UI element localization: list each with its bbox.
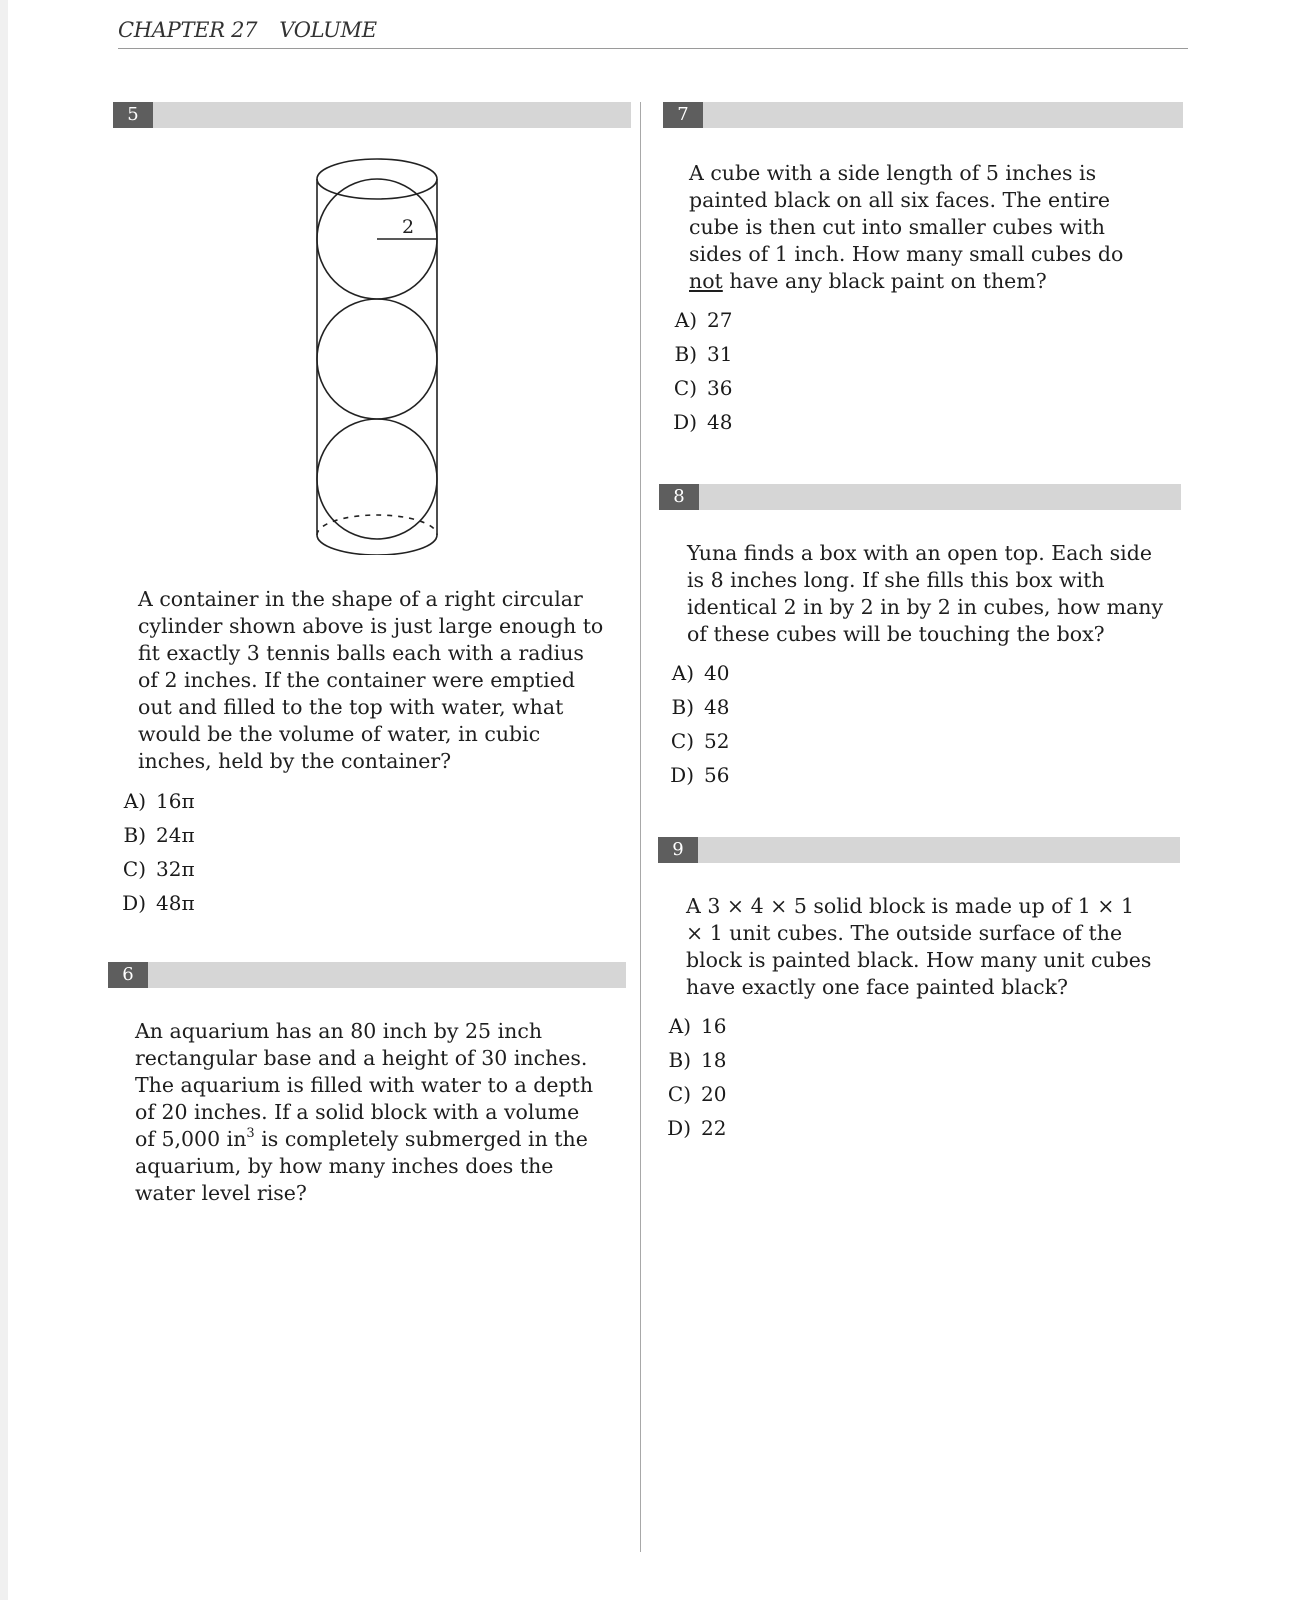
choice-item[interactable]: D) 48 [673, 410, 733, 434]
question-7-number: 7 [663, 102, 703, 128]
question-5-choices [108, 784, 195, 920]
question-7-choices [659, 303, 732, 439]
choice-item[interactable]: C) 36 [673, 376, 733, 400]
question-9-choices [653, 1009, 726, 1145]
question-6-bar [108, 962, 626, 988]
question-8-number: 8 [659, 484, 699, 510]
chapter-label: CHAPTER 27 [118, 18, 258, 42]
page [8, 0, 1312, 1600]
choice-item[interactable]: C) 32π [122, 857, 195, 881]
question-9-number: 9 [658, 837, 698, 863]
question-7-bar [663, 102, 1183, 128]
cylinder-bottom-arc [317, 535, 437, 555]
question-5-number: 5 [113, 102, 153, 128]
question-6-text: An aquarium has an 80 inch by 25 inch rectangular base and a height of 30 inches. The aquarium is filled with water to a depth of 20 inches. If a solid block with a volume of 5,000 $in^3$ is completely submerged in the aquarium, by how many inches does the water level rise? [135, 1019, 594, 1205]
choice-item[interactable]: B) 24π [123, 823, 195, 847]
question-6-number: 6 [108, 962, 148, 988]
question-8-text: Yuna finds a box with an open top. Each side is 8 inches long. If she fills this box with identical 2 in by 2 in by 2 in cubes, how many of these cubes will be touching the box? [687, 541, 1164, 646]
choice-item[interactable]: C) 20 [667, 1082, 727, 1106]
page-header [118, 18, 1188, 49]
question-8-choices [656, 656, 729, 792]
choice-item[interactable]: A) 16π [123, 789, 195, 813]
question-9-text: A 3 × 4 × 5 solid block is made up of 1 × 1 × 1 unit cubes. The outside surface of the block is painted black. How many unit cubes have exactly one face painted black? [686, 894, 1152, 999]
choice-item[interactable]: D) 56 [670, 763, 730, 787]
question-8-bar [659, 484, 1181, 510]
choice-item[interactable]: B) 31 [674, 342, 733, 366]
question-9-bar [658, 837, 1180, 863]
tennis-ball-middle [317, 299, 437, 419]
choice-item[interactable]: A) 40 [671, 661, 730, 685]
choice-item[interactable]: C) 52 [670, 729, 730, 753]
choice-item[interactable]: B) 48 [671, 695, 730, 719]
tennis-ball-bottom [317, 419, 437, 539]
radius-label: 2 [401, 216, 415, 238]
chapter-title: VOLUME [279, 18, 377, 42]
cylinder-tennis-ball-figure [316, 155, 446, 555]
choice-item[interactable]: A) 16 [668, 1014, 727, 1038]
choice-item[interactable]: D) 48π [122, 891, 195, 915]
choice-item[interactable]: A) 27 [674, 308, 733, 332]
cylinder-bottom-hidden-arc [317, 515, 437, 535]
question-5-text: A container in the shape of a right circular cylinder shown above is just large enough to fit exactly 3 tennis balls each with a radius of 2 inches. If the container were emptied out and filled to the top with water, what would be the volume of water, in cubic inches, held by the container? [138, 587, 604, 773]
question-5-bar [113, 102, 631, 128]
choice-item[interactable]: B) 18 [668, 1048, 727, 1072]
choice-item[interactable]: D) 22 [667, 1116, 727, 1140]
column-divider [640, 102, 641, 1552]
question-7-text: A cube with a side length of 5 inches is painted black on all six faces. The entire cube is then cut into smaller cubes with sides of 1 inch. How many small cubes do not have any black paint on them? [689, 161, 1124, 293]
